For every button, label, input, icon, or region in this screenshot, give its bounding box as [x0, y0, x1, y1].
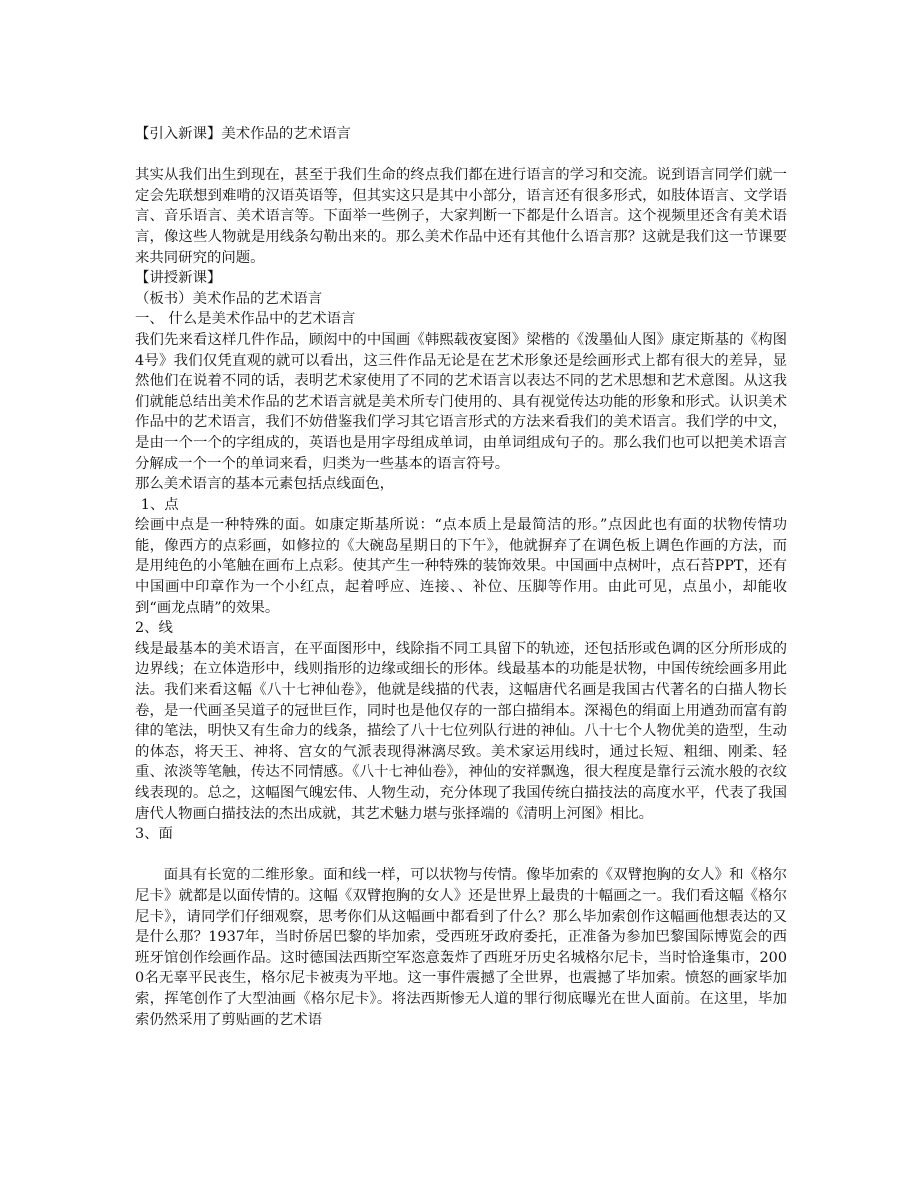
line-title: 2、线 — [135, 620, 173, 637]
elements-intro: 那么美术语言的基本元素包括点线面色， — [135, 476, 395, 493]
spacer — [135, 845, 787, 866]
board-title: （板书）美术作品的艺术语言 — [135, 290, 323, 307]
plane-paragraph: 面具有长宽的二维形象。面和线一样，可以状物与传情。像毕加索的《双臂抱胸的女人》和《格尔尼卡》就都是以面传情的。这幅《双臂抱胸的女人》还是世界上最贵的十幅画之一。我们看这幅《格尔尼卡》，请同学们仔细观察，思考你们从这幅画中都看到了什么？那么毕加索创作这幅画他想表达的又是什么那？1937年，当时侨居巴黎的毕加索，受西班牙政府委托，正准备为参加巴黎国际博览会的西班牙馆创作绘画作品。这时德国法西斯空军恣意轰炸了西班牙历史名城格尔尼卡，当时恰逢集市，2000名无辜平民丧生，格尔尼卡被夷为平地。这一事件震撼了全世界，也震撼了毕加索。愤怒的画家毕加索，挥笔创作了大型油画《格尔尼卡》。将法西斯惨无人道的罪行彻底曝光在世人面前。在这里，毕加索仍然采用了剪贴画的艺术语 — [135, 867, 787, 1028]
section-one-title: 一、 什么是美术作品中的艺术语言 — [135, 311, 356, 328]
section-one-paragraph: 我们先来看这样几件作品，顾闳中的中国画《韩熙载夜宴图》梁楷的《泼墨仙人图》康定斯基的《构图4号》我们仅凭直观的就可以看出，这三件作品无论是在艺术形象还是绘画形式上都有很大的差异，显然他们在说着不同的话，表明艺术家使用了不同的艺术语言以表达不同的艺术思想和艺术意图。从这我们就能总结出美术作品的艺术语言就是美术所专门使用的、具有视觉传达功能的形象和形式。认识美术作品中的艺术语言，我们不妨借鉴我们学习其它语言形式的方法来看我们的美术语言。我们学的中文，是由一个一个的字组成的，英语也是用字母组成单词，由单词组成句子的。那么我们也可以把美术语言分解成一个一个的单词来看，归类为一些基本的语言符号。 — [135, 331, 787, 472]
spacer — [135, 145, 787, 166]
intro-paragraph: 其实从我们出生到现在，甚至于我们生命的终点我们都在进行语言的学习和交流。说到语言同学们就一定会先联想到难啃的汉语英语等，但其实这只是其中小部分，语言还有很多形式，如肢体语言、文学语言、音乐语言、美术语言等。下面举一些例子，大家判断一下都是什么语言。这个视频里还含有美术语言，像这些人物就是用线条勾勒出来的。那么美术作品中还有其他什么语言那？这就是我们这一节课要来共同研究的问题。 — [135, 167, 787, 266]
teach-heading: 【讲授新课】 — [135, 270, 222, 287]
document-body — [135, 124, 787, 1030]
intro-heading: 【引入新课】美术作品的艺术语言 — [135, 126, 351, 142]
plane-title: 3、面 — [135, 826, 173, 843]
line-paragraph: 线是最基本的美术语言，在平面图形中，线除指不同工具留下的轨迹，还包括形或色调的区分所形成的边界线；在立体造形中，线则指形的边缘或细长的形体。线最基本的功能是状物，中国传统绘画多用此法。我们来看这幅《八十七神仙卷》，他就是线描的代表，这幅唐代名画是我国古代著名的白描人物长卷，是一代画圣吴道子的冠世巨作，同时也是他仅存的一部白描绢本。深褐色的绢面上用遒劲而富有韵律的笔法，明快又有生命力的线条，描绘了八十七位列队行进的神仙。八十七个人物优美的造型，生动的体态，将天王、神将、宫女的气派表现得淋漓尽致。美术家运用线时，通过长短、粗细、刚柔、轻重、浓淡等笔触，传达不同情感。《八十七神仙卷》，神仙的安祥飘逸，很大程度是靠行云流水般的衣纹线表现的。总之，这幅图气魄宏伟、人物生动，充分体现了我国传统白描技法的高度水平，代表了我国唐代人物画白描技法的杰出成就，其艺术魅力堪与张择端的《清明上河图》相比。 — [135, 640, 787, 822]
point-title: 1、点 — [140, 496, 179, 513]
point-paragraph: 绘画中点是一种特殊的面。如康定斯基所说：“点本质上是最简洁的形。”点因此也有面的状物传情功能，像西方的点彩画，如修拉的《大碗岛星期日的下午》，他就摒弃了在调色板上调色作画的方法，而是用纯色的小笔触在画布上点彩。使其产生一种特殊的装饰效果。中国画中点树叶，点石苔PPT，还有中国画中印章作为一个小红点，起着呼应、连接、、补位、压脚等作用。由此可见，点虽小，却能收到“画龙点睛”的效果。 — [135, 517, 787, 616]
